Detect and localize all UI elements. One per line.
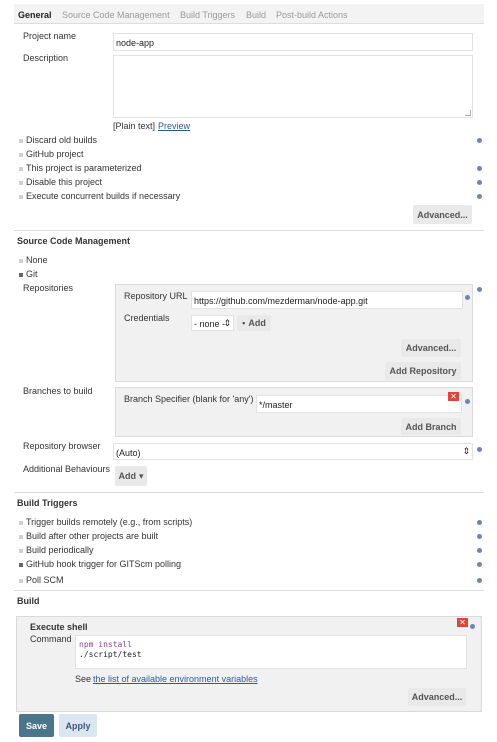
repository-browser-select[interactable] — [113, 443, 473, 460]
apply-button[interactable]: Apply — [59, 714, 97, 737]
github-project-label: GitHub project — [26, 149, 84, 159]
help-icon[interactable] — [477, 287, 482, 292]
help-icon[interactable] — [477, 447, 482, 452]
help-icon[interactable] — [477, 534, 482, 539]
poll-scm-checkbox[interactable] — [19, 579, 23, 583]
add-behaviour-button[interactable] — [115, 466, 147, 486]
delete-step-icon[interactable]: ✕ — [457, 618, 468, 627]
help-icon[interactable] — [465, 295, 470, 300]
github-project-checkbox[interactable] — [19, 153, 23, 157]
repositories-label: Repositories — [23, 283, 74, 293]
disable-project-checkbox[interactable] — [19, 181, 23, 185]
parameterized-label: This project is parameterized — [26, 163, 142, 173]
tab-build[interactable]: Build — [246, 10, 267, 20]
execute-shell-panel — [16, 616, 482, 712]
scm-none-label: None — [26, 255, 48, 265]
additional-behaviours-label: Additional Behaviours — [23, 464, 111, 474]
build-after-checkbox[interactable] — [19, 535, 23, 539]
credentials-value: - none - — [194, 319, 226, 329]
plain-text-label: [Plain text] — [113, 121, 156, 131]
build-periodically-label: Build periodically — [26, 545, 94, 555]
help-icon[interactable] — [465, 399, 470, 404]
github-hook-checkbox[interactable] — [19, 563, 23, 567]
build-triggers-title: Build Triggers — [17, 498, 78, 508]
tab-post-build-actions[interactable]: Post-build Actions — [276, 10, 348, 20]
add-credentials-button[interactable] — [237, 315, 271, 331]
repository-url-value: https://github.com/mezderman/node-app.git — [194, 296, 368, 306]
scm-none-radio[interactable] — [19, 259, 23, 263]
trigger-remotely-checkbox[interactable] — [19, 521, 23, 525]
branches-label: Branches to build — [23, 386, 93, 396]
key-icon: ▪ — [242, 318, 246, 328]
project-name-label: Project name — [23, 31, 77, 41]
build-section-title: Build — [17, 596, 40, 606]
concurrent-builds-label: Execute concurrent builds if necessary — [26, 191, 181, 201]
dropdown-arrow-icon: ▾ — [138, 470, 144, 481]
execute-shell-title: Execute shell — [30, 622, 88, 632]
resize-handle-icon[interactable] — [465, 110, 471, 116]
description-textarea[interactable] — [113, 55, 473, 118]
divider — [14, 230, 484, 231]
help-icon[interactable] — [477, 138, 482, 143]
command-keyword: npm install — [79, 640, 132, 649]
build-after-label: Build after other projects are built — [26, 531, 159, 541]
repository-panel — [115, 284, 473, 382]
build-periodically-checkbox[interactable] — [19, 549, 23, 553]
select-arrows-icon: ⇕ — [462, 446, 470, 456]
help-icon[interactable] — [477, 194, 482, 199]
credentials-select[interactable] — [191, 315, 234, 331]
repository-browser-value: (Auto) — [116, 448, 141, 458]
delete-branch-icon[interactable]: ✕ — [448, 392, 459, 401]
concurrent-builds-checkbox[interactable] — [19, 195, 23, 199]
select-arrows-icon: ⇕ — [223, 318, 231, 328]
scm-git-radio[interactable] — [19, 273, 23, 277]
repository-url-label: Repository URL — [124, 291, 188, 301]
help-icon[interactable] — [477, 548, 482, 553]
see-text: See — [75, 674, 92, 684]
branch-specifier-label: Branch Specifier (blank for 'any') — [124, 394, 254, 404]
env-variables-link[interactable]: the list of available environment variables — [93, 674, 258, 684]
tab-bar — [14, 4, 484, 24]
advanced-button[interactable]: Advanced... — [413, 205, 472, 224]
help-icon[interactable] — [470, 624, 475, 629]
add-repository-button[interactable]: Add Repository — [385, 362, 461, 380]
description-label: Description — [23, 53, 69, 63]
build-advanced-button[interactable]: Advanced... — [408, 688, 466, 706]
branch-specifier-value: */master — [259, 400, 293, 410]
save-button[interactable]: Save — [19, 714, 54, 737]
repository-browser-label: Repository browser — [23, 441, 101, 451]
command-textarea[interactable] — [75, 635, 467, 669]
help-icon[interactable] — [477, 562, 482, 567]
github-hook-label: GitHub hook trigger for GITScm polling — [26, 559, 182, 569]
help-icon[interactable] — [477, 520, 482, 525]
discard-old-builds-checkbox[interactable] — [19, 139, 23, 143]
preview-link[interactable]: Preview — [158, 121, 191, 131]
command-line-1 — [79, 640, 142, 650]
help-icon[interactable] — [477, 578, 482, 583]
branch-specifier-input[interactable] — [256, 395, 462, 413]
add-behaviour-label: Add — [118, 471, 136, 481]
disable-project-label: Disable this project — [26, 177, 103, 187]
help-icon[interactable] — [477, 166, 482, 171]
divider — [14, 492, 484, 493]
add-credentials-label: Add — [248, 318, 266, 328]
add-branch-button[interactable]: Add Branch — [401, 418, 461, 435]
credentials-label: Credentials — [124, 313, 170, 323]
project-name-value: node-app — [116, 38, 155, 48]
command-label: Command — [30, 634, 72, 644]
discard-old-builds-label: Discard old builds — [26, 135, 98, 145]
trigger-remotely-label: Trigger builds remotely (e.g., from scripts) — [26, 517, 193, 527]
scm-git-label: Git — [26, 269, 38, 279]
repository-advanced-button[interactable]: Advanced... — [401, 339, 461, 357]
project-name-input[interactable] — [113, 33, 473, 51]
tab-source-code-management[interactable]: Source Code Management — [62, 10, 170, 20]
divider — [14, 590, 484, 591]
tab-general[interactable]: General — [18, 10, 52, 20]
command-line-2: ./script/test — [79, 650, 142, 659]
poll-scm-label: Poll SCM — [26, 575, 64, 585]
help-icon[interactable] — [477, 180, 482, 185]
scm-section-title: Source Code Management — [17, 236, 131, 246]
parameterized-checkbox[interactable] — [19, 167, 23, 171]
repository-url-input[interactable] — [191, 291, 463, 309]
tab-build-triggers[interactable]: Build Triggers — [180, 10, 236, 20]
branch-panel — [115, 387, 473, 437]
